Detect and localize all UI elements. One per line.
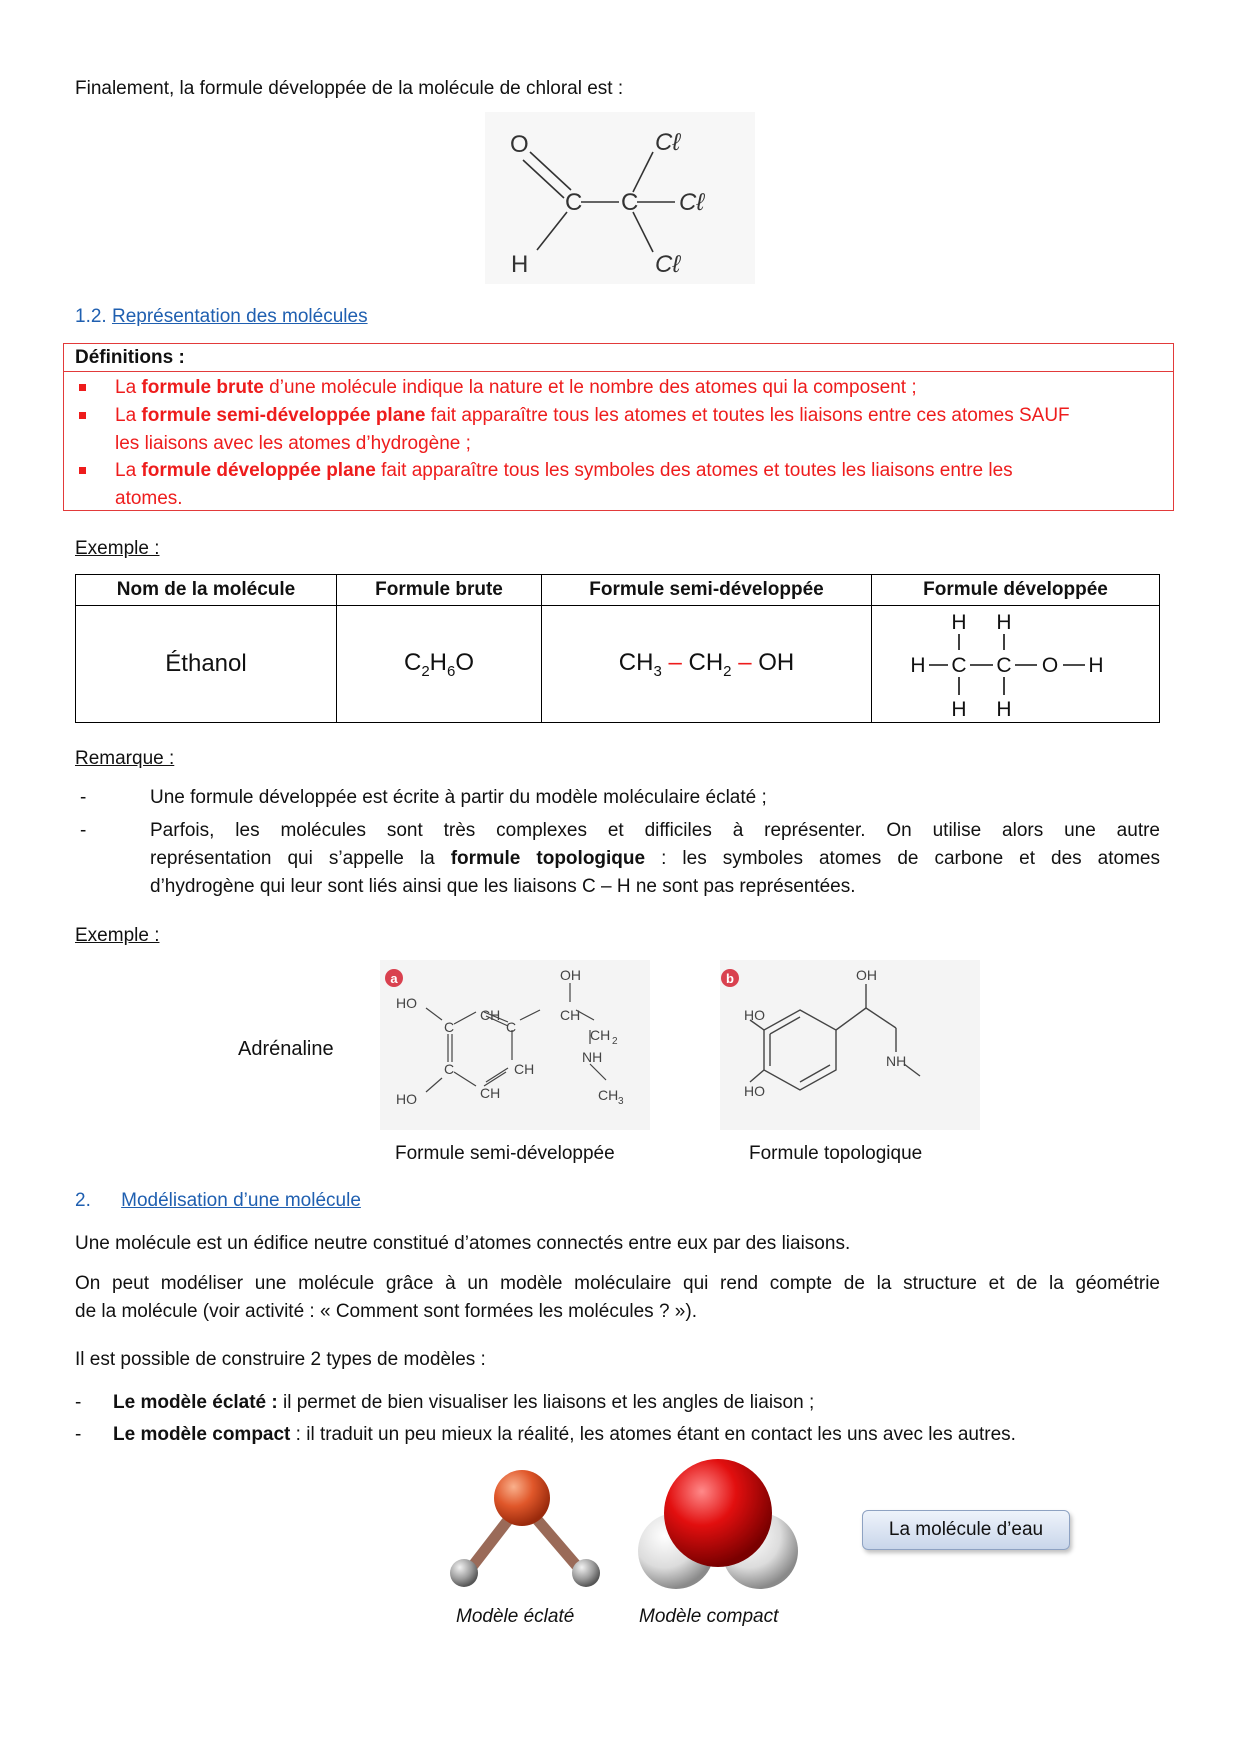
svg-text:C: C	[506, 1019, 517, 1035]
section-title: Représentation des molécules	[111, 306, 368, 327]
table-header-row	[76, 575, 1160, 606]
svg-text:CH: CH	[598, 1087, 619, 1103]
svg-text:CH: CH	[560, 1007, 581, 1023]
remarque-item-2-line-2: représentation qui s’appelle la formule topologique : les symboles atomes de carbone et des atomes	[150, 848, 1160, 869]
chlorine-atom-right: Cℓ	[679, 189, 705, 216]
svg-text:2: 2	[612, 1036, 618, 1047]
remarque-item-2-line-3: d’hydrogène qui leur sont liés ainsi que les liaisons C – H ne sont pas représentées.	[150, 876, 856, 897]
paragraph-1: Une molécule est un édifice neutre constitué d’atomes connectés entre eux par des liaisons.	[75, 1233, 851, 1254]
caption-semi: Formule semi-développée	[395, 1143, 615, 1164]
svg-text:C: C	[995, 654, 1012, 677]
ethanol-table	[75, 574, 1160, 723]
dash: -	[75, 1392, 82, 1413]
carbon-atom-1: C	[565, 189, 583, 216]
oxygen-sphere	[494, 1470, 550, 1526]
svg-text:H: H	[995, 611, 1012, 634]
svg-text:HO: HO	[396, 995, 417, 1011]
svg-text:HO: HO	[744, 1007, 765, 1023]
model-compact-item: Le modèle compact : il traduit un peu mieux la réalité, les atomes étant en contact les uns avec les autres.	[113, 1424, 1016, 1445]
svg-text:CH: CH	[590, 1027, 611, 1043]
header-brute: Formule brute	[337, 575, 542, 606]
cell-semi: $CH_3 - CH_2$ – OH	[542, 606, 872, 723]
svg-text:H: H	[1087, 654, 1104, 677]
svg-text:NH: NH	[886, 1053, 907, 1069]
adrenaline-semi-background	[380, 960, 650, 1130]
paragraph-2-line-1: On peut modéliser une molécule grâce à un modèle moléculaire qui rend compte de la structure et de la géométrie	[75, 1273, 1160, 1294]
definitions-box	[63, 343, 1174, 511]
svg-text:HO: HO	[744, 1083, 765, 1099]
section-title: Modélisation d’une molécule	[121, 1190, 361, 1211]
caption-eclate: Modèle éclaté	[456, 1606, 575, 1627]
svg-text:HO: HO	[396, 1091, 417, 1107]
svg-text:H: H	[950, 611, 967, 634]
svg-text:O: O	[1041, 654, 1058, 677]
water-model-eclate	[440, 1462, 610, 1587]
definition-dev: La formule développée plane fait apparaître tous les symboles des atomes et toutes les liaisons entre les	[115, 460, 1013, 481]
dash: -	[75, 1424, 82, 1445]
hydrogen-sphere-left	[450, 1559, 478, 1587]
cell-dev	[872, 606, 1160, 723]
header-dev: Formule développée	[872, 575, 1160, 606]
svg-text:CH: CH	[480, 1007, 501, 1023]
exemple-label-2: Exemple :	[75, 925, 160, 946]
bullet-icon	[79, 412, 86, 419]
svg-text:3: 3	[618, 1096, 624, 1107]
intro-text: Finalement, la formule développée de la molécule de chloral est :	[75, 78, 624, 99]
caption-compact: Modèle compact	[639, 1606, 779, 1627]
svg-text:NH: NH	[582, 1049, 603, 1065]
cell-name: Éthanol	[76, 606, 337, 723]
adrenaline-label: Adrénaline	[238, 1038, 334, 1060]
exemple-label-1: Exemple :	[75, 538, 160, 559]
svg-text:C: C	[444, 1019, 455, 1035]
adrenaline-topological	[720, 960, 980, 1130]
svg-text:b: b	[726, 971, 734, 986]
hydrogen-sphere-right	[572, 1559, 600, 1587]
svg-text:OH: OH	[856, 967, 877, 983]
definition-dev-cont: atomes.	[115, 488, 183, 509]
caption-topo: Formule topologique	[749, 1143, 923, 1164]
ethanol-developed-formula	[906, 607, 1126, 721]
svg-text:H: H	[995, 698, 1012, 721]
definition-semi-cont: les liaisons avec les atomes d’hydrogène ;	[115, 433, 471, 454]
dash: -	[80, 787, 87, 808]
remarque-item-1: Une formule développée est écrite à partir du modèle moléculaire éclaté ;	[150, 787, 767, 808]
svg-text:H: H	[909, 654, 926, 677]
dash: -	[80, 820, 87, 841]
hydrogen-atom: H	[511, 251, 529, 278]
svg-text:OH: OH	[560, 967, 581, 983]
definition-semi: La formule semi-développée plane fait apparaître tous les atomes et toutes les liaisons entre ces atomes SAUF	[115, 405, 1070, 426]
bullet-icon	[79, 467, 86, 474]
section-number: 1.2.	[75, 306, 107, 327]
oxygen-atom: O	[510, 131, 529, 158]
definitions-title: Définitions :	[75, 347, 185, 368]
model-eclate-item: Le modèle éclaté : il permet de bien visualiser les liaisons et les angles de liaison ;	[113, 1392, 815, 1413]
water-model-compact	[636, 1455, 802, 1595]
table-row	[76, 606, 1160, 723]
remarque-item-2-line-1: Parfois, les molécules sont très complexes et difficiles à représenter. On utilise alors une autre	[150, 820, 1160, 841]
svg-text:H: H	[950, 698, 967, 721]
svg-text:C: C	[444, 1061, 455, 1077]
section-2-heading	[75, 1190, 361, 1212]
section-1-2-heading	[75, 306, 368, 328]
paragraph-2-line-2: de la molécule (voir activité : « Comment sont formées les molécules ? »).	[75, 1301, 697, 1322]
chloral-structure	[485, 112, 755, 284]
carbon-atom-2: C	[621, 189, 639, 216]
section-number: 2.	[75, 1190, 91, 1211]
bullet-icon	[79, 384, 86, 391]
chlorine-atom-bottom: Cℓ	[655, 251, 681, 278]
remarque-title: Remarque :	[75, 748, 175, 769]
svg-text:C: C	[950, 654, 967, 677]
svg-text:CH: CH	[514, 1061, 535, 1077]
chlorine-atom-top: Cℓ	[655, 129, 681, 156]
adrenaline-topo-background	[720, 960, 980, 1130]
definitions-header	[64, 344, 1173, 372]
svg-text:a: a	[390, 971, 398, 986]
water-molecule-button[interactable]: La molécule d’eau	[862, 1510, 1070, 1550]
header-semi: Formule semi-développée	[542, 575, 872, 606]
svg-text:CH: CH	[480, 1085, 501, 1101]
paragraph-3: Il est possible de construire 2 types de modèles :	[75, 1349, 486, 1370]
cell-brute: $C_2H_6O$	[337, 606, 542, 723]
adrenaline-semi-developed	[380, 960, 650, 1130]
header-nom: Nom de la molécule	[76, 575, 337, 606]
definition-brute: La formule brute d’une molécule indique la nature et le nombre des atomes qui la composent ;	[115, 377, 917, 398]
